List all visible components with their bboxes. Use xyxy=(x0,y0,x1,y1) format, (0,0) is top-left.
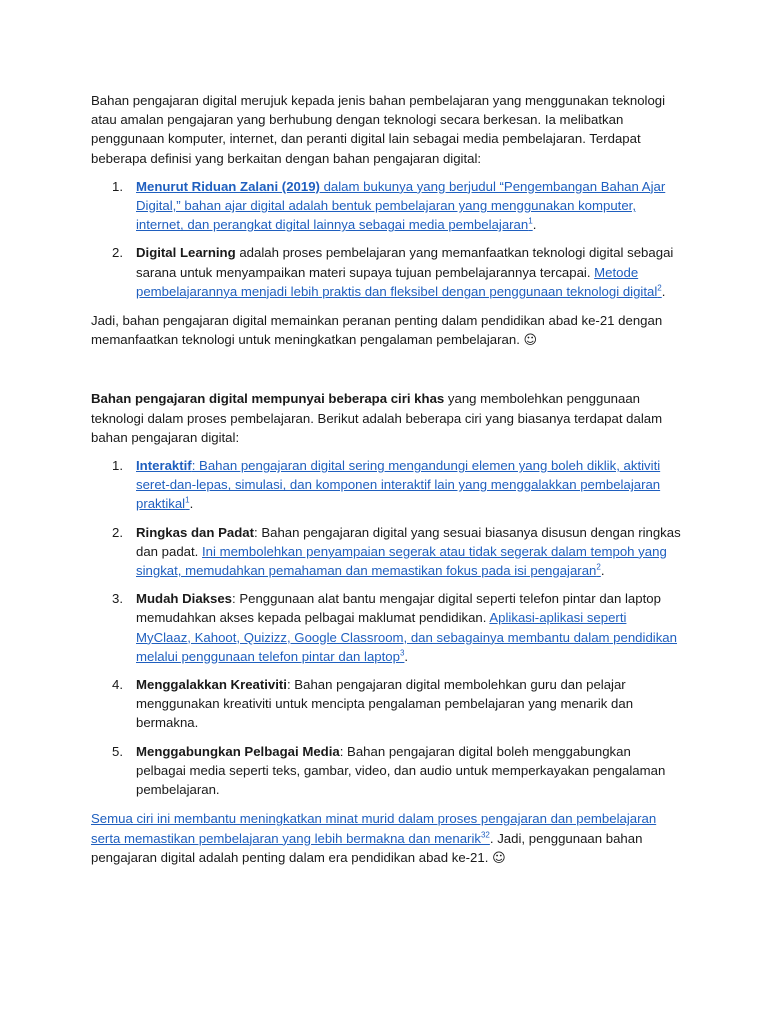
section-paragraph: Bahan pengajaran digital mempunyai beberapa ciri khas yang membolehkan penggunaan teknologi dalam proses pembelajaran. Berikut adalah beberapa ciri yang biasanya terdapat dalam bahan pengajaran digital: xyxy=(91,391,663,445)
term-label: Mudah Diakses xyxy=(136,591,233,607)
term-label: Menggabungkan Pelbagai Media xyxy=(136,743,340,759)
list-item: 1. Interaktif: Bahan pengajaran digital sering mengandungi elemen yang boleh diklik, aktiviti seret-dan-lepas, simulasi, dan komponen interaktif lain yang menggalakkan pembelajaran praktikal$^1$. xyxy=(112,458,661,512)
document-body xyxy=(91,91,681,868)
term-label: Menggalakkan Kreativiti xyxy=(136,677,287,693)
list-number: 2. xyxy=(112,524,123,540)
list-number: 1. xyxy=(112,458,123,474)
list-item: 3. Mudah Diakses: Penggunaan alat bantu mengajar digital seperti telefon pintar dan laptop memudahkan akses kepada pelbagai maklumat pendidikan. Aplikasi-aplikasi seperti MyClaaz, Kahoot, Quizizz, Google Classroom, dan sebagainya membantu dalam pendidikan melalui penggunaan telefon pintar dan laptop$^3$. xyxy=(112,591,677,664)
smiley-icon: ☺ xyxy=(523,333,538,349)
reference-link[interactable]: Aplikasi-aplikasi seperti MyClaaz, Kahoot, Quizizz, Google Classroom, dan sebagainya membantu dalam pendidikan melalui penggunaan telefon pintar dan laptop$^3$ xyxy=(136,610,677,664)
list-number: 5. xyxy=(112,743,123,759)
list-number: 2. xyxy=(112,245,123,261)
list-number: 3. xyxy=(112,591,123,607)
list-number: 1. xyxy=(112,178,123,194)
list-number: 4. xyxy=(112,677,123,693)
features-list xyxy=(91,456,681,799)
reference-link[interactable]: Ini membolehkan penyampaian segerak atau tidak segerak dalam tempoh yang singkat, memudahkan pemahaman dan memastikan fokus pada isi pengajaran$^2$ xyxy=(136,543,667,579)
list-item: 2. Digital Learning adalah proses pembelajaran yang memanfaatkan teknologi digital sebagai sarana untuk menyampaikan materi supaya tujuan pembelajarannya tercapai. Metode pembelajarannya menjadi lebih praktis dan fleksibel dengan penggunaan teknologi digital$^2$. xyxy=(112,245,674,299)
summary-paragraph: Jadi, bahan pengajaran digital memainkan peranan penting dalam pendidikan abad ke-21 dengan memanfaatkan teknologi untuk meningkatkan pengalaman pembelajaran. ☺ xyxy=(91,313,663,349)
term-label: Digital Learning xyxy=(136,245,236,261)
reference-link[interactable]: Semua ciri ini membantu meningkatkan minat murid dalam proses pengajaran dan pembelajaran serta memastikan pembelajaran yang lebih bermakna dan menarik$^{32}$ xyxy=(91,811,657,846)
intro-paragraph: Bahan pengajaran digital merujuk kepada jenis bahan pembelajaran yang menggunakan teknologi atau amalan pengajaran yang berhubung dengan teknologi secara berkesan. Ia melibatkan penggunaan komputer, internet, dan peranti digital lain sebagai media pembelajaran. Terdapat beberapa definisi yang berkaitan dengan bahan pengajaran digital: xyxy=(91,93,666,166)
definitions-list xyxy=(91,177,681,301)
smiley-icon: ☺ xyxy=(492,850,506,866)
list-item: 5. Menggabungkan Pelbagai Media: Bahan pengajaran digital boleh menggabungkan pelbagai media seperti teks, gambar, video, dan audio untuk memperkayakan pengalaman pembelajaran. xyxy=(112,743,666,798)
conclusion-paragraph: Semua ciri ini membantu meningkatkan minat murid dalam proses pengajaran dan pembelajaran serta memastikan pembelajaran yang lebih bermakna dan menarik$^{32}$. Jadi, penggunaan bahan pengajaran digital adalah penting dalam era pendidikan abad ke-21. ☺ xyxy=(91,811,657,866)
list-item: 1. Menurut Riduan Zalani (2019) dalam bukunya yang berjudul “Pengembangan Bahan Ajar Digital,” bahan ajar digital adalah bentuk pembelajaran yang menggunakan komputer, internet, dan perangkat digital lainnya sebagai media pembelajaran$^1$. xyxy=(112,178,666,233)
term-label: Ringkas dan Padat xyxy=(136,524,254,540)
reference-link[interactable]: Metode pembelajarannya menjadi lebih praktis dan fleksibel dengan penggunaan teknologi digital$^2$ xyxy=(136,264,662,299)
reference-link[interactable]: Menurut Riduan Zalani (2019) dalam bukunya yang berjudul “Pengembangan Bahan Ajar Digital,” bahan ajar digital adalah bentuk pembelajaran yang menggunakan komputer, internet, dan perangkat digital lainnya sebagai media pembelajaran$^1$ xyxy=(136,178,666,233)
list-item: 2. Ringkas dan Padat: Bahan pengajaran digital yang sesuai biasanya disusun dengan ringkas dan padat. Ini membolehkan penyampaian segerak atau tidak segerak dalam tempoh yang singkat, memudahkan pemahaman dan memastikan fokus pada isi pengajaran$^2$. xyxy=(112,524,681,579)
list-item: 4. Menggalakkan Kreativiti: Bahan pengajaran digital membolehkan guru dan pelajar menggunakan kreativiti untuk mencipta pengalaman pembelajaran yang menarik dan bermakna. xyxy=(112,677,634,731)
reference-link[interactable]: Interaktif: Bahan pengajaran digital sering mengandungi elemen yang boleh diklik, aktiviti seret-dan-lepas, simulasi, dan komponen interaktif lain yang menggalakkan pembelajaran praktikal$^1$ xyxy=(136,458,661,512)
